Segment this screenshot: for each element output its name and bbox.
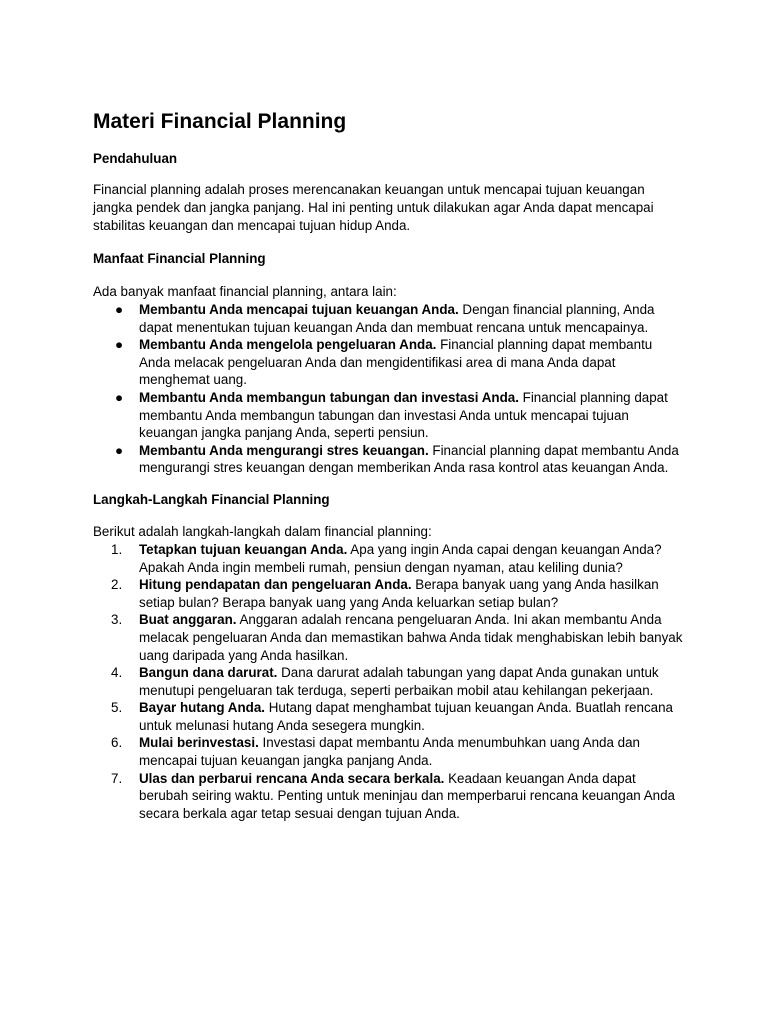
list-item-text: Dana darurat adalah tabungan yang dapat Anda gunakan untuk menutupi pengeluaran tak terduga, seperti perbaikan mobil atau kehilangan pekerjaan. [139,665,659,698]
list-item [93,576,683,611]
list-item-bold: Bayar hutang Anda. [139,700,265,716]
langkah-intro-paragraph: Berikut adalah langkah-langkah dalam financial planning: [93,523,432,539]
section-heading-pendahuluan: Pendahuluan [93,151,178,166]
step-number: 5. [111,700,123,716]
list-item-text: Apa yang ingin Anda capai dengan keuangan Anda? Apakah Anda ingin membeli rumah, pensiun dengan nyaman, atau keliling dunia? [139,541,662,575]
list-item-text: Dengan financial planning, Anda dapat menentukan tujuan keuangan Anda dan membuat rencana untuk mencapainya. [139,302,655,335]
step-number: 1. [111,541,123,557]
bullet-marker: ● [115,337,124,353]
step-number: 2. [111,577,123,593]
list-item-text: Keadaan keuangan Anda dapat berubah seiring waktu. Penting untuk meninjau dan memperbarui rencana keuangan Anda secara berkala agar tetap sesuai dengan tujuan Anda. [139,770,675,821]
steps-list [93,541,683,823]
list-item [93,301,683,336]
list-item-text: Financial planning dapat membantu Anda melacak pengeluaran Anda dan mengidentifikasi area di mana Anda dapat menghemat uang. [139,337,653,388]
list-item-bold: Hitung pendapatan dan pengeluaran Anda. [139,577,412,593]
list-item-text: Berapa banyak uang yang Anda hasilkan setiap bulan? Berapa banyak uang yang Anda keluarkan setiap bulan? [139,577,659,610]
list-item [93,541,683,576]
step-number: 7. [111,770,123,786]
list-item-text: Investasi dapat membantu Anda menumbuhkan uang Anda dan mencapai tujuan keuangan jangka panjang Anda. [139,735,640,769]
list-item-bold: Membantu Anda mengelola pengeluaran Anda. [139,337,437,353]
list-item [93,389,683,442]
list-item [93,770,683,823]
list-item-bold: Membantu Anda mengurangi stres keuangan. [139,442,429,458]
list-item-text: Anggaran adalah rencana pengeluaran Anda. Ini akan membantu Anda melacak pengeluaran Anda dan memastikan bahwa Anda tidak menghabiskan lebih banyak uang daripada yang Anda hasilkan. [139,612,683,663]
list-item-bold: Mulai berinvestasi. [139,735,259,751]
list-item-bold: Ulas dan perbarui rencana Anda secara berkala. [139,770,445,786]
section-heading-langkah: Langkah-Langkah Financial Planning [93,491,330,507]
list-item-bold: Membantu Anda membangun tabungan dan investasi Anda. [139,389,519,405]
bullet-marker: ● [115,389,124,405]
list-item-text: Hutang dapat menghambat tujuan keuangan Anda. Buatlah rencana untuk melunasi hutang Anda sesegera mungkin. [139,700,673,733]
step-number: 6. [111,735,123,751]
document-title: Materi Financial Planning [93,110,347,133]
step-number: 3. [111,612,123,628]
bullet-marker: ● [115,442,124,458]
document-page [93,108,683,822]
bullet-marker: ● [115,302,124,317]
list-item-bold: Bangun dana darurat. [139,665,278,681]
list-item [93,611,683,664]
section-heading-manfaat: Manfaat Financial Planning [93,251,266,266]
manfaat-intro-paragraph: Ada banyak manfaat financial planning, antara lain: [93,284,397,299]
list-item [93,336,683,389]
list-item-bold: Membantu Anda mencapai tujuan keuangan Anda. [139,302,459,317]
list-item-bold: Buat anggaran. [139,612,237,628]
list-item [93,664,683,699]
benefits-list [93,301,683,477]
list-item [93,442,683,477]
list-item [93,734,683,769]
step-number: 4. [111,665,123,681]
list-item-text: Financial planning dapat membantu Anda membangun tabungan dan investasi Anda untuk mencapai tujuan keuangan jangka panjang Anda, seperti pensiun. [139,389,668,441]
list-item-bold: Tetapkan tujuan keuangan Anda. [139,541,348,557]
list-item-text: Financial planning dapat membantu Anda mengurangi stres keuangan dengan memberikan Anda rasa kontrol atas keuangan Anda. [139,442,679,476]
intro-paragraph: Financial planning adalah proses merencanakan keuangan untuk mencapai tujuan keuangan jangka pendek dan jangka panjang. Hal ini penting untuk dilakukan agar Anda dapat mencapai stabilitas keuangan dan mencapai tujuan hidup Anda. [93,182,654,233]
list-item [93,699,683,734]
